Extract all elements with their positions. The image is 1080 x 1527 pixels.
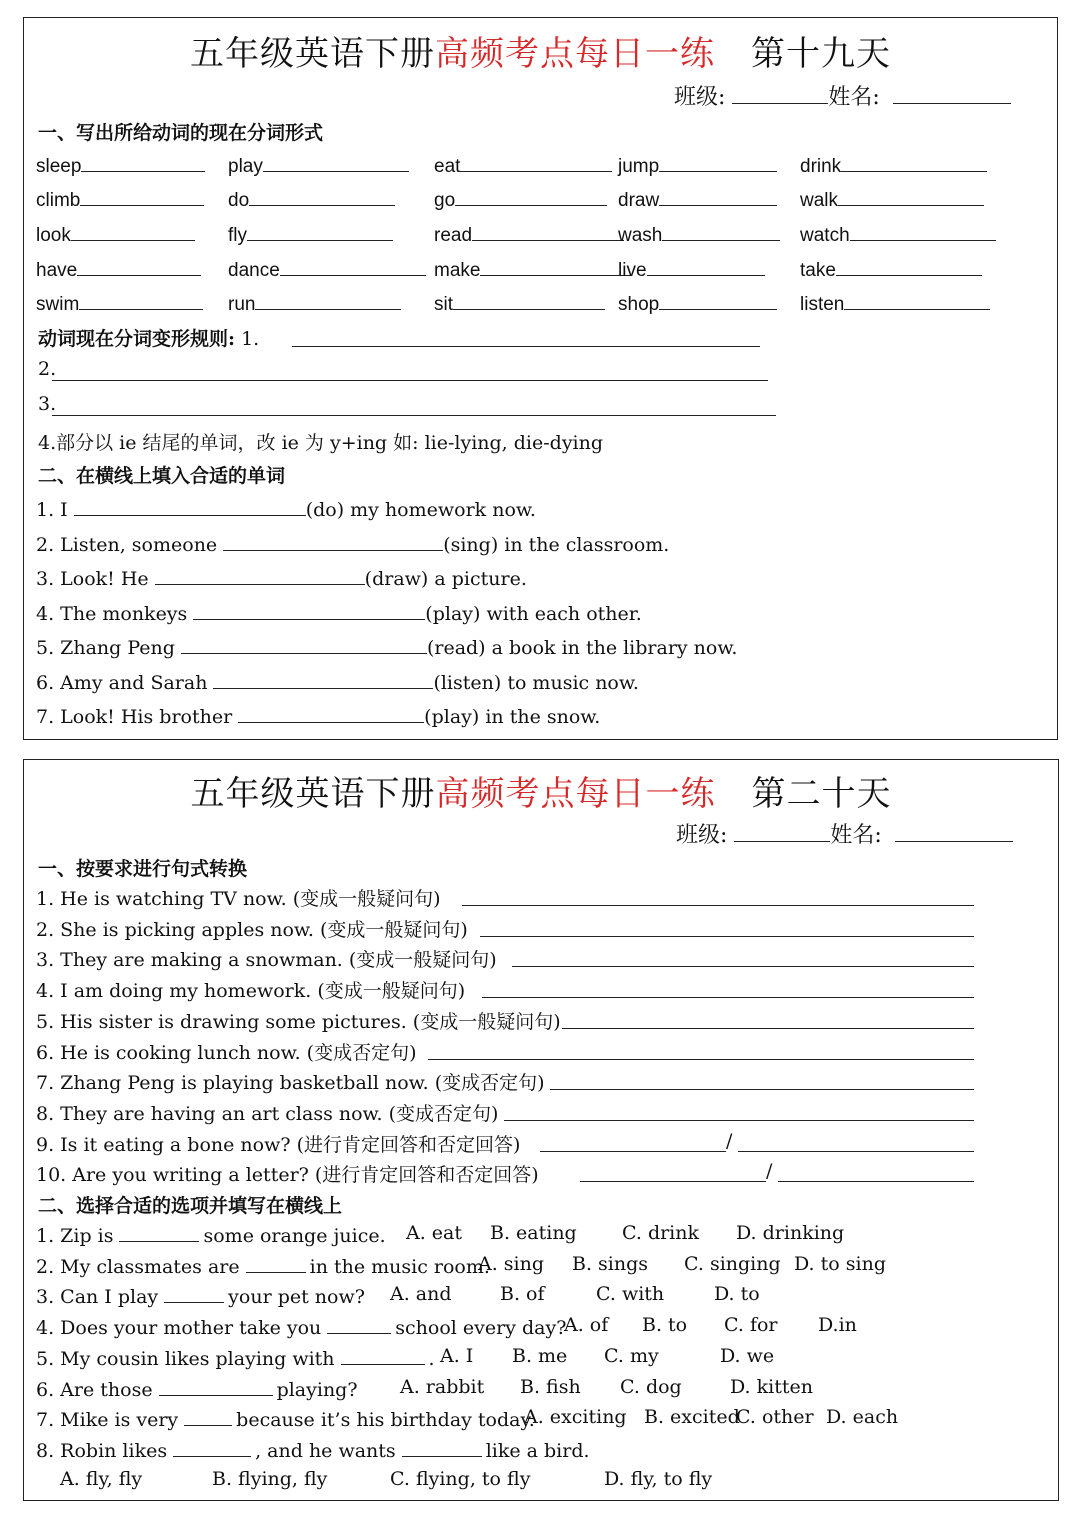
answer-blank[interactable] [341, 1345, 425, 1365]
verb-answer-field[interactable] [280, 256, 426, 276]
no-answer-line[interactable] [738, 1151, 974, 1152]
answer-blank[interactable] [164, 1283, 224, 1303]
verb-item [800, 290, 990, 316]
verb-answer-field[interactable] [453, 290, 605, 310]
question-text: 4. The monkeys [36, 602, 188, 625]
transform-question: 8. They are having an art class now. (变成否定句) [36, 1102, 499, 1125]
answer-option[interactable]: B. excited [644, 1406, 740, 1429]
verb-item [228, 152, 409, 178]
section-2-title: 二、选择合适的选项并填写在横线上 [38, 1195, 343, 1217]
answer-option[interactable]: C. dog [620, 1375, 682, 1398]
no-answer-line[interactable] [778, 1181, 974, 1182]
answer-line[interactable] [504, 1120, 974, 1121]
verb-word: climb [36, 190, 81, 211]
verb-word: shop [618, 294, 660, 315]
answer-option[interactable]: D. to [714, 1283, 760, 1306]
verb-item [618, 186, 777, 212]
answer-blank[interactable] [173, 1437, 251, 1457]
question-text: , and he wants [255, 1439, 396, 1462]
question-text: playing? [276, 1378, 358, 1401]
question-text: 4. Does your mother take you [36, 1317, 322, 1340]
verb-word: watch [800, 225, 850, 246]
answer-blank[interactable] [327, 1314, 391, 1334]
rule-1-line[interactable] [292, 346, 760, 347]
transform-question: 4. I am doing my homework. (变成一般疑问句) [36, 980, 466, 1003]
class-name-row [674, 80, 1011, 111]
verb-item [434, 290, 605, 316]
answer-option[interactable]: A. of [564, 1314, 609, 1337]
answer-blank[interactable] [159, 1376, 273, 1396]
verb-word: wash [618, 225, 663, 246]
answer-option[interactable]: A. eat [406, 1222, 463, 1244]
answer-option[interactable]: B. flying, fly [212, 1467, 328, 1490]
rule-3-line[interactable] [52, 415, 776, 416]
section-1-title: 一、写出所给动词的现在分词形式 [38, 122, 324, 144]
question-hint: (do) my homework now. [305, 499, 536, 521]
name-field[interactable] [893, 81, 1011, 104]
verb-item [36, 221, 195, 247]
fill-question [36, 669, 639, 694]
transform-question: 3. They are making a snowman. (变成一般疑问句) [36, 949, 497, 972]
verb-item [228, 221, 393, 247]
verb-word: swim [36, 294, 80, 315]
verb-item [618, 256, 765, 282]
answer-option[interactable]: B. of [500, 1283, 545, 1306]
verb-word: play [228, 156, 263, 177]
verb-answer-field[interactable] [81, 152, 205, 172]
verb-item [36, 290, 203, 316]
rule-label: 动词现在分词变形规则: 1. [38, 328, 260, 350]
answer-line[interactable] [462, 905, 974, 906]
question-text: 3. Can I play [36, 1286, 159, 1309]
answer-blank[interactable] [402, 1437, 482, 1457]
answer-line[interactable] [480, 936, 974, 937]
section-2-title: 二、在横线上填入合适的单词 [38, 465, 286, 487]
answer-option[interactable]: A. sing [478, 1252, 545, 1275]
answer-field[interactable] [193, 600, 425, 620]
question-text: because it’s his birthday today. [236, 1409, 535, 1432]
answer-field[interactable] [155, 565, 365, 585]
fill-question [36, 531, 669, 556]
mc-question [36, 1437, 590, 1462]
verb-word: eat [434, 156, 461, 177]
mc-question [36, 1314, 566, 1339]
verb-answer-field[interactable] [647, 256, 765, 276]
class-field[interactable] [732, 81, 828, 104]
mc-question [36, 1406, 535, 1431]
mc-question [36, 1283, 365, 1308]
verb-answer-field[interactable] [841, 152, 987, 172]
verb-item [228, 186, 395, 212]
answer-option[interactable]: D.in [818, 1314, 857, 1337]
mc-question [36, 1253, 490, 1278]
verb-answer-field[interactable] [659, 290, 777, 310]
verb-answer-field[interactable] [472, 221, 624, 241]
verb-word: have [36, 260, 78, 281]
answer-option[interactable]: C. with [596, 1283, 665, 1306]
answer-option[interactable]: C. for [724, 1314, 778, 1337]
page-title: 五年级英语下册高频考点每日一练 第二十天 [190, 774, 892, 814]
question-text: 7. Mike is very [36, 1409, 179, 1432]
answer-option[interactable]: A. and [390, 1283, 452, 1306]
verb-answer-field[interactable] [77, 256, 201, 276]
verb-answer-field[interactable] [71, 221, 195, 241]
question-text: 2. My classmates are [36, 1255, 240, 1278]
worksheet-day-19 [23, 17, 1058, 740]
yes-answer-line[interactable] [540, 1151, 726, 1152]
verb-item [36, 186, 204, 212]
verb-word: walk [800, 190, 839, 211]
verb-item [434, 152, 612, 178]
rule-3-label: 3. [38, 393, 57, 415]
question-text: 1. I [36, 499, 68, 521]
verb-item [618, 152, 777, 178]
verb-word: dance [228, 260, 280, 281]
answer-slash: / [766, 1160, 773, 1183]
verb-item [800, 152, 987, 178]
section-1-title: 一、按要求进行句式转换 [38, 858, 248, 880]
page-title: 五年级英语下册高频考点每日一练 第十九天 [190, 34, 891, 74]
verb-word: make [434, 260, 481, 281]
question-hint: (play) with each other. [425, 602, 642, 625]
verb-answer-field[interactable] [455, 186, 607, 206]
verb-answer-field[interactable] [659, 186, 777, 206]
verb-word: run [228, 294, 256, 315]
answer-slash: / [726, 1129, 733, 1152]
verb-item [434, 186, 607, 212]
verb-word: live [618, 260, 647, 281]
answer-option[interactable]: A. rabbit [400, 1375, 485, 1398]
answer-line[interactable] [482, 997, 974, 998]
fill-question [36, 565, 527, 590]
verb-answer-field[interactable] [480, 256, 632, 276]
fill-question [36, 634, 737, 659]
answer-line[interactable] [428, 1059, 974, 1060]
answer-line[interactable] [512, 966, 974, 967]
verb-word: take [800, 260, 836, 281]
verb-item [228, 256, 426, 282]
answer-option[interactable]: D. drinking [736, 1222, 845, 1244]
verb-word: read [434, 225, 473, 246]
class-label: 班级: [676, 823, 728, 848]
answer-blank[interactable] [246, 1253, 306, 1273]
question-text: 5. My cousin likes playing with [36, 1347, 335, 1370]
rule-2-line[interactable] [52, 380, 768, 381]
verb-word: go [434, 190, 456, 211]
verb-word: sleep [36, 156, 82, 177]
answer-option[interactable]: B. to [642, 1314, 688, 1337]
verb-word: sit [434, 294, 453, 315]
fill-question [36, 600, 642, 625]
yes-answer-line[interactable] [580, 1181, 766, 1182]
verb-word: do [228, 190, 250, 211]
question-text: 5. Zhang Peng [36, 637, 175, 659]
question-text: in the music room. [309, 1255, 490, 1278]
class-field[interactable] [734, 819, 830, 842]
transform-question: 5. His sister is drawing some pictures. (变成一般疑问句) [36, 1010, 561, 1033]
verb-answer-field[interactable] [247, 221, 393, 241]
verb-item [800, 221, 996, 247]
fill-question [36, 703, 600, 728]
verb-word: fly [228, 225, 247, 246]
verb-word: listen [800, 294, 845, 315]
question-text: your pet now? [228, 1286, 365, 1309]
question-hint: (listen) to music now. [433, 671, 639, 694]
worksheet-day-20 [23, 759, 1059, 1501]
verb-answer-field[interactable] [844, 290, 990, 310]
class-name-row [676, 818, 1013, 849]
transform-question: 6. He is cooking lunch now. (变成否定句) [36, 1041, 417, 1064]
verb-item [434, 256, 632, 282]
transform-question: 10. Are you writing a letter? (进行肯定回答和否定回答) [36, 1164, 539, 1187]
question-text: 6. Amy and Sarah [36, 671, 208, 694]
answer-line[interactable] [550, 1089, 974, 1090]
verb-word: look [36, 225, 71, 246]
question-text: 7. Look! His brother [36, 706, 233, 728]
answer-option[interactable]: A. fly, fly [60, 1467, 143, 1490]
answer-option[interactable]: D. to sing [794, 1252, 886, 1275]
question-text: school every day? [395, 1317, 567, 1340]
name-label: 姓名: [828, 85, 880, 110]
transform-question: 2. She is picking apples now. (变成一般疑问句) [36, 918, 468, 941]
answer-field[interactable] [74, 496, 306, 516]
answer-option[interactable]: B. fish [520, 1375, 581, 1398]
verb-answer-field[interactable] [263, 152, 409, 172]
mc-question [36, 1345, 435, 1370]
transform-question: 1. He is watching TV now. (变成一般疑问句) [36, 888, 441, 910]
verb-item [36, 152, 205, 178]
answer-option[interactable]: C. other [736, 1406, 814, 1429]
question-hint: (draw) a picture. [364, 568, 527, 590]
verb-item [800, 186, 984, 212]
question-text: 6. Are those [36, 1378, 153, 1401]
verb-answer-field[interactable] [80, 186, 204, 206]
question-text: . [428, 1347, 435, 1370]
question-text: 2. Listen, someone [36, 533, 218, 556]
verb-answer-field[interactable] [659, 152, 777, 172]
answer-blank[interactable] [119, 1222, 199, 1242]
verb-answer-field[interactable] [850, 221, 996, 241]
mc-question [36, 1222, 386, 1247]
verb-item [618, 290, 777, 316]
answer-option[interactable]: D. fly, to fly [604, 1467, 713, 1490]
verb-answer-field[interactable] [662, 221, 780, 241]
answer-blank[interactable] [184, 1406, 232, 1426]
class-label: 班级: [674, 85, 726, 110]
verb-word: drink [800, 156, 842, 177]
answer-option[interactable]: D. we [720, 1344, 775, 1367]
rule-4: 4.部分以 ie 结尾的单词，改 ie 为 y+ing 如: lie-lying, die-dying [38, 432, 604, 454]
question-text: 3. Look! He [36, 568, 149, 590]
answer-option[interactable]: A. I [440, 1344, 474, 1367]
transform-question: 9. Is it eating a bone now? (进行肯定回答和否定回答) [36, 1133, 521, 1156]
verb-item [36, 256, 201, 282]
question-hint: (read) a book in the library now. [426, 637, 738, 659]
transform-question: 7. Zhang Peng is playing basketball now. (变成否定句) [36, 1072, 545, 1095]
verb-item [434, 221, 624, 247]
answer-field[interactable] [223, 531, 443, 551]
name-label: 姓名: [830, 823, 882, 848]
answer-option[interactable]: C. singing [684, 1252, 781, 1275]
answer-option[interactable]: B. sings [572, 1252, 649, 1275]
answer-option[interactable]: C. my [604, 1344, 659, 1367]
verb-answer-field[interactable] [249, 186, 395, 206]
verb-item [618, 221, 780, 247]
question-text: 1. Zip is [36, 1225, 114, 1247]
name-field[interactable] [895, 819, 1013, 842]
answer-option[interactable]: C. flying, to fly [390, 1467, 531, 1490]
mc-question [36, 1376, 358, 1401]
answer-option[interactable]: B. me [512, 1344, 568, 1367]
verb-answer-field[interactable] [255, 290, 401, 310]
verb-word: jump [618, 156, 660, 177]
question-hint: (play) in the snow. [424, 706, 601, 728]
answer-option[interactable]: B. eating [490, 1222, 577, 1244]
question-text: 8. Robin likes [36, 1439, 168, 1462]
verb-answer-field[interactable] [460, 152, 612, 172]
verb-answer-field[interactable] [838, 186, 984, 206]
answer-field[interactable] [181, 634, 427, 654]
answer-field[interactable] [213, 669, 433, 689]
answer-option[interactable]: C. drink [622, 1222, 700, 1244]
verb-answer-field[interactable] [79, 290, 203, 310]
answer-option[interactable]: D. kitten [730, 1375, 813, 1398]
question-text: like a bird. [485, 1439, 590, 1462]
answer-line[interactable] [562, 1028, 974, 1029]
answer-option[interactable]: D. each [826, 1406, 899, 1429]
fill-question [36, 496, 536, 521]
verb-word: draw [618, 190, 660, 211]
answer-field[interactable] [238, 703, 424, 723]
verb-item [228, 290, 401, 316]
verb-answer-field[interactable] [836, 256, 982, 276]
answer-option[interactable]: A. exciting [524, 1406, 627, 1429]
question-hint: (sing) in the classroom. [443, 533, 670, 556]
question-text: some orange juice. [203, 1225, 386, 1247]
rule-2-label: 2. [38, 358, 57, 380]
verb-item [800, 256, 982, 282]
